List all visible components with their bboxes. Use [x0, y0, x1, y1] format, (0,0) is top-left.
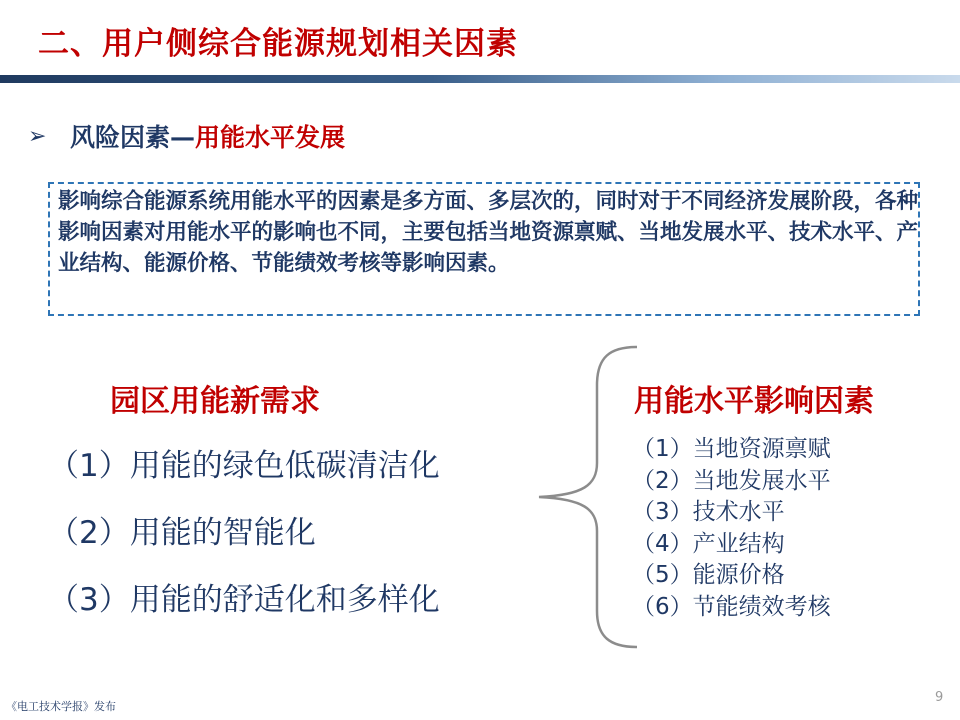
description-text: 影响综合能源系统用能水平的因素是多方面、多层次的，同时对于不同经济发展阶段，各种影响因素对用能水平的影响也不同，主要包括当地资源禀赋、当地发展水平、技术水平、产业结构、能源价格、节能绩效考核等影响因素。 [58, 189, 919, 276]
left-item-1: （1）用能的绿色低碳清洁化 [48, 448, 440, 484]
arrow-bullet-icon: ➢ [28, 124, 47, 149]
factor-item-3: （3）技术水平 [632, 499, 785, 525]
factor-item-6: （6）节能绩效考核 [632, 593, 831, 620]
factor-list [632, 434, 831, 623]
left-item-3: （3）用能的舒适化和多样化 [48, 582, 440, 618]
factor-item-2: （2）当地发展水平 [632, 467, 831, 494]
curly-brace-icon [535, 345, 645, 650]
factor-item-1: （1）当地资源禀赋 [632, 436, 831, 462]
title-divider [0, 75, 960, 83]
page-number: 9 [935, 690, 944, 705]
subtitle-part2: 用能水平发展 [195, 123, 346, 152]
right-heading: 用能水平影响因素 [634, 384, 874, 419]
factor-item-4: （4）产业结构 [632, 530, 785, 557]
left-item-2: （2）用能的智能化 [48, 515, 316, 551]
left-heading: 园区用能新需求 [110, 384, 320, 419]
footer-source: 《电工技术学报》发布 [6, 700, 116, 713]
section-subtitle [70, 118, 345, 154]
factor-item-5: （5）能源价格 [632, 562, 785, 588]
subtitle-part1: 风险因素— [70, 123, 196, 152]
slide-title: 二、用户侧综合能源规划相关因素 [38, 26, 518, 62]
